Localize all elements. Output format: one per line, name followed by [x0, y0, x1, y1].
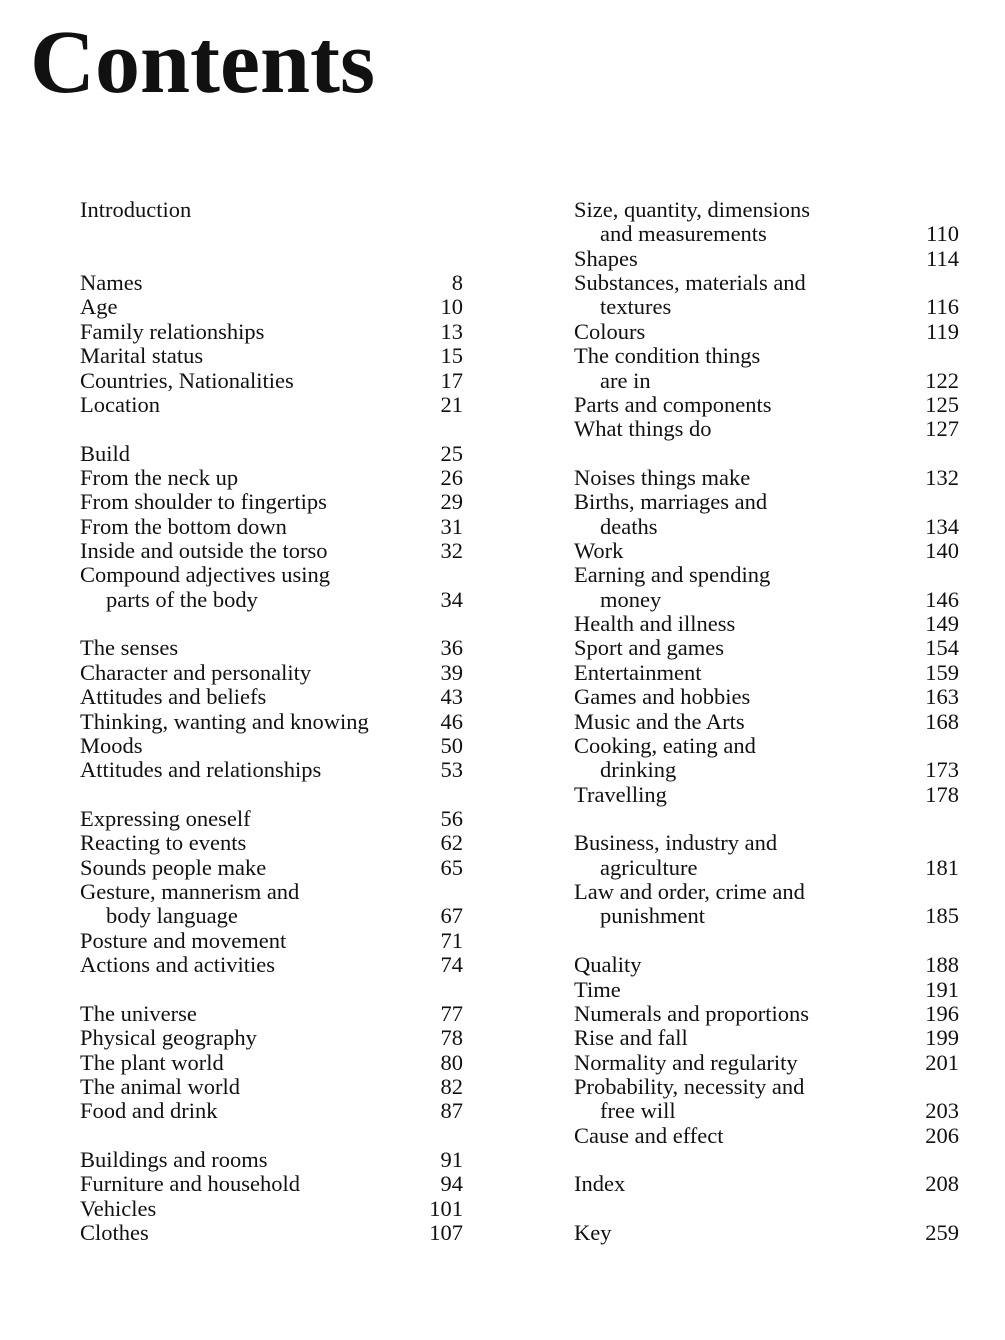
toc-entry-page-number: 74 — [440, 952, 463, 978]
toc-entry-title: Key — [574, 1220, 612, 1246]
toc-entry-page-number: 114 — [926, 245, 959, 271]
toc-entry-title: Noises things make — [574, 464, 751, 490]
toc-entry — [80, 539, 463, 563]
toc-entry-page-number: 34 — [440, 586, 463, 612]
toc-entry-page-number: 94 — [440, 1171, 463, 1197]
toc-entry-title: Gesture, mannerism and — [80, 879, 300, 905]
toc-entry-page-number: 107 — [429, 1220, 463, 1246]
toc-entry-title: Location — [80, 391, 160, 417]
toc-entry-page-number: 10 — [440, 294, 463, 320]
toc-entry — [80, 1051, 463, 1075]
toc-entry-title: and measurements — [600, 221, 767, 247]
toc-entry-title: Business, industry and — [574, 830, 778, 856]
toc-entry-page-number: 39 — [440, 659, 463, 685]
toc-entry-title: Law and order, crime and — [574, 879, 805, 905]
toc-entry — [574, 831, 959, 855]
toc-entry — [574, 369, 959, 393]
toc-entry — [574, 247, 959, 271]
toc-entry-title: Moods — [80, 732, 143, 758]
toc-entry — [574, 685, 959, 709]
toc-entry-page-number: 119 — [926, 318, 959, 344]
toc-entry-title: Compound adjectives using — [80, 562, 330, 588]
toc-entry-page-number: 31 — [440, 513, 463, 539]
toc-entry-page-number: 110 — [926, 221, 959, 247]
toc-entry-page-number: 134 — [925, 513, 959, 539]
toc-entry — [574, 904, 959, 928]
toc-entry — [574, 490, 959, 514]
toc-entry — [80, 198, 463, 222]
toc-entry-title: Games and hobbies — [574, 684, 751, 710]
toc-entry — [80, 442, 463, 466]
toc-entry-page-number: 178 — [925, 781, 959, 807]
toc-entry-page-number: 206 — [925, 1122, 959, 1148]
toc-entry-page-number: 146 — [925, 586, 959, 612]
toc-entry — [80, 295, 463, 319]
toc-entry-page-number: 203 — [925, 1098, 959, 1124]
toc-entry-page-number: 91 — [440, 1147, 463, 1173]
toc-entry — [574, 953, 959, 977]
toc-entry — [574, 978, 959, 1002]
toc-entry-page-number: 36 — [440, 635, 463, 661]
toc-entry-page-number: 46 — [440, 708, 463, 734]
toc-entry — [80, 1026, 463, 1050]
toc-entry-title: Buildings and rooms — [80, 1147, 268, 1173]
toc-entry — [574, 466, 959, 490]
toc-entry — [80, 831, 463, 855]
toc-entry — [80, 1197, 463, 1221]
toc-entry-title: Shapes — [574, 245, 638, 271]
toc-entry-title: Entertainment — [574, 659, 702, 685]
toc-entry-title: Furniture and household — [80, 1171, 300, 1197]
toc-entry — [574, 1026, 959, 1050]
toc-entry-page-number: 173 — [925, 757, 959, 783]
toc-entry-title: The plant world — [80, 1049, 224, 1075]
toc-entry — [80, 953, 463, 977]
toc-entry-title: are in — [600, 367, 651, 393]
toc-entry — [80, 344, 463, 368]
toc-entry-title: Music and the Arts — [574, 708, 745, 734]
toc-entry-page-number: 15 — [440, 343, 463, 369]
toc-entry-title: Rise and fall — [574, 1025, 688, 1051]
toc-entry-title: Size, quantity, dimensions — [574, 197, 811, 222]
toc-entry-title: Thinking, wanting and knowing — [80, 708, 369, 734]
toc-entry-page-number: 32 — [440, 538, 463, 564]
toc-entry — [80, 490, 463, 514]
toc-entry-page-number: 56 — [440, 806, 463, 831]
toc-entry-page-number: 26 — [440, 464, 463, 490]
toc-entry — [80, 1221, 463, 1245]
toc-entry — [80, 856, 463, 880]
toc-entry-page-number: 78 — [440, 1025, 463, 1051]
toc-entry-page-number: 196 — [925, 1000, 959, 1026]
toc-entry-title: Probability, necessity and — [574, 1073, 805, 1099]
toc-entry-title: Countries, Nationalities — [80, 367, 294, 393]
toc-entry — [574, 856, 959, 880]
toc-entry-title: Numerals and proportions — [574, 1000, 809, 1026]
toc-entry-page-number: 154 — [925, 635, 959, 661]
toc-entry-title: Posture and movement — [80, 927, 287, 953]
toc-entry-title: Reacting to events — [80, 830, 247, 856]
toc-entry-page-number: 163 — [925, 684, 959, 710]
toc-entry — [574, 783, 959, 807]
toc-entry-title: punishment — [600, 903, 705, 929]
toc-entry — [80, 1002, 463, 1026]
toc-entry — [574, 758, 959, 782]
toc-entry-title: agriculture — [600, 854, 698, 880]
toc-entry — [80, 320, 463, 344]
toc-entry-title: Attitudes and relationships — [80, 757, 322, 783]
toc-entry-title: deaths — [600, 513, 658, 539]
toc-entry-title: The animal world — [80, 1073, 240, 1099]
toc-entry-title: parts of the body — [106, 586, 258, 612]
toc-entry-title: Time — [574, 976, 621, 1002]
toc-entry — [80, 466, 463, 490]
toc-entry-title: Earning and spending — [574, 562, 771, 588]
toc-entry — [80, 636, 463, 660]
toc-entry-title: Sport and games — [574, 635, 724, 661]
toc-entry-page-number: 208 — [925, 1171, 959, 1197]
toc-entry — [80, 880, 463, 904]
toc-entry — [80, 661, 463, 685]
toc-entry-title: Clothes — [80, 1220, 149, 1246]
toc-entry — [574, 320, 959, 344]
toc-entry-title: textures — [600, 294, 672, 320]
toc-entry — [80, 929, 463, 953]
toc-entry — [574, 222, 959, 246]
toc-entry — [574, 1124, 959, 1148]
toc-entry — [574, 1221, 959, 1245]
toc-entry-page-number: 82 — [440, 1073, 463, 1099]
toc-entry — [574, 271, 959, 295]
toc-entry — [80, 904, 463, 928]
toc-entry-title: Colours — [574, 318, 646, 344]
toc-entry — [80, 710, 463, 734]
toc-entry-page-number: 259 — [925, 1220, 959, 1246]
toc-entry-title: Physical geography — [80, 1025, 257, 1051]
toc-entry-title: Sounds people make — [80, 854, 267, 880]
toc-entry-title: Cause and effect — [574, 1122, 724, 1148]
toc-entry — [574, 344, 959, 368]
toc-entry-title: Family relationships — [80, 318, 265, 344]
toc-entry-title: Attitudes and beliefs — [80, 684, 267, 710]
toc-entry-title: Normality and regularity — [574, 1049, 798, 1075]
toc-entry — [574, 1172, 959, 1196]
toc-entry — [80, 1099, 463, 1123]
toc-entry — [574, 393, 959, 417]
toc-entry — [80, 734, 463, 758]
toc-entry — [80, 271, 463, 295]
page-title: Contents — [30, 13, 376, 112]
toc-entry-page-number: 43 — [440, 684, 463, 710]
toc-entry-page-number: 13 — [440, 318, 463, 344]
toc-entry — [574, 734, 959, 758]
toc-entry-title: Inside and outside the torso — [80, 538, 328, 564]
toc-entry-page-number: 101 — [429, 1195, 463, 1221]
toc-entry-title: Expressing oneself — [80, 806, 251, 831]
toc-entry-page-number: 62 — [440, 830, 463, 856]
toc-entry-title: Names — [80, 270, 143, 296]
toc-entry-title: Build — [80, 440, 131, 466]
toc-entry — [80, 515, 463, 539]
toc-entry — [574, 612, 959, 636]
toc-entry-title: From shoulder to fingertips — [80, 489, 327, 515]
toc-entry — [80, 1075, 463, 1099]
toc-entry-page-number: 125 — [925, 391, 959, 417]
toc-entry-page-number: 159 — [925, 659, 959, 685]
toc-entry-title: Travelling — [574, 781, 667, 807]
toc-entry-page-number: 29 — [440, 489, 463, 515]
toc-entry-title: Quality — [574, 952, 642, 978]
toc-entry-page-number: 50 — [440, 732, 463, 758]
toc-entry-page-number: 140 — [925, 538, 959, 564]
toc-entry-title: What things do — [574, 416, 712, 442]
toc-entry-page-number: 67 — [440, 903, 463, 929]
toc-entry — [574, 661, 959, 685]
toc-entry-title: Food and drink — [80, 1098, 218, 1124]
toc-entry-page-number: 17 — [440, 367, 463, 393]
toc-entry — [80, 369, 463, 393]
toc-entry — [80, 1148, 463, 1172]
toc-entry — [574, 198, 959, 222]
toc-entry-page-number: 188 — [925, 952, 959, 978]
toc-entry-page-number: 185 — [925, 903, 959, 929]
toc-entry-title: From the neck up — [80, 464, 239, 490]
toc-entry-title: Marital status — [80, 343, 204, 369]
toc-entry — [80, 685, 463, 709]
toc-entry-page-number: 21 — [440, 391, 463, 417]
toc-entry-title: money — [600, 586, 662, 612]
toc-entry-page-number: 80 — [440, 1049, 463, 1075]
toc-entry — [574, 880, 959, 904]
toc-entry — [574, 539, 959, 563]
toc-entry-page-number: 132 — [925, 464, 959, 490]
toc-entry-page-number: 53 — [440, 757, 463, 783]
toc-entry — [80, 393, 463, 417]
toc-entry — [80, 588, 463, 612]
toc-entry — [80, 1172, 463, 1196]
toc-entry-page-number: 122 — [925, 367, 959, 393]
toc-entry — [574, 588, 959, 612]
toc-entry — [574, 563, 959, 587]
toc-entry-page-number: 201 — [925, 1049, 959, 1075]
toc-entry-title: Work — [574, 538, 624, 564]
toc-entry-title: Parts and components — [574, 391, 772, 417]
toc-entry-title: The universe — [80, 1000, 197, 1026]
toc-entry — [574, 515, 959, 539]
toc-entry-title: Actions and activities — [80, 952, 275, 978]
toc-entry-page-number: 65 — [440, 854, 463, 880]
toc-entry-page-number: 71 — [440, 927, 463, 953]
toc-entry-title: Index — [574, 1171, 626, 1197]
toc-entry-title: body language — [106, 903, 238, 929]
toc-entry-page-number: 127 — [925, 416, 959, 442]
toc-entry-title: Introduction — [80, 197, 192, 222]
toc-entry — [574, 1002, 959, 1026]
toc-entry — [574, 1075, 959, 1099]
toc-entry-title: Character and personality — [80, 659, 312, 685]
toc-entry — [574, 417, 959, 441]
toc-entry-title: From the bottom down — [80, 513, 287, 539]
toc-entry-title: drinking — [600, 757, 677, 783]
toc-entry-title: The senses — [80, 635, 179, 661]
toc-entry-title: Substances, materials and — [574, 270, 806, 296]
toc-entry-title: Health and illness — [574, 611, 736, 637]
toc-entry-page-number: 168 — [925, 708, 959, 734]
toc-entry — [574, 1099, 959, 1123]
toc-entry — [80, 807, 463, 831]
toc-entry-title: Births, marriages and — [574, 489, 768, 515]
toc-entry — [80, 563, 463, 587]
toc-entry-title: The condition things — [574, 343, 761, 369]
toc-entry-title: Cooking, eating and — [574, 732, 756, 758]
toc-entry-page-number: 191 — [925, 976, 959, 1002]
toc-entry-page-number: 199 — [925, 1025, 959, 1051]
toc-entry-page-number: 8 — [451, 270, 463, 296]
toc-entry — [574, 636, 959, 660]
toc-entry-title: Vehicles — [80, 1195, 157, 1221]
toc-entry-page-number: 25 — [440, 440, 463, 466]
toc-entry-title: free will — [600, 1098, 676, 1124]
toc-entry-page-number: 181 — [925, 854, 959, 880]
toc-entry-page-number: 87 — [440, 1098, 463, 1124]
toc-entry-page-number: 149 — [925, 611, 959, 637]
toc-entry-page-number: 77 — [440, 1000, 463, 1026]
toc-entry — [574, 1051, 959, 1075]
toc-entry — [574, 710, 959, 734]
toc-entry-title: Age — [80, 294, 118, 320]
toc-entry-page-number: 116 — [926, 294, 959, 320]
toc-entry — [574, 295, 959, 319]
toc-entry — [80, 758, 463, 782]
